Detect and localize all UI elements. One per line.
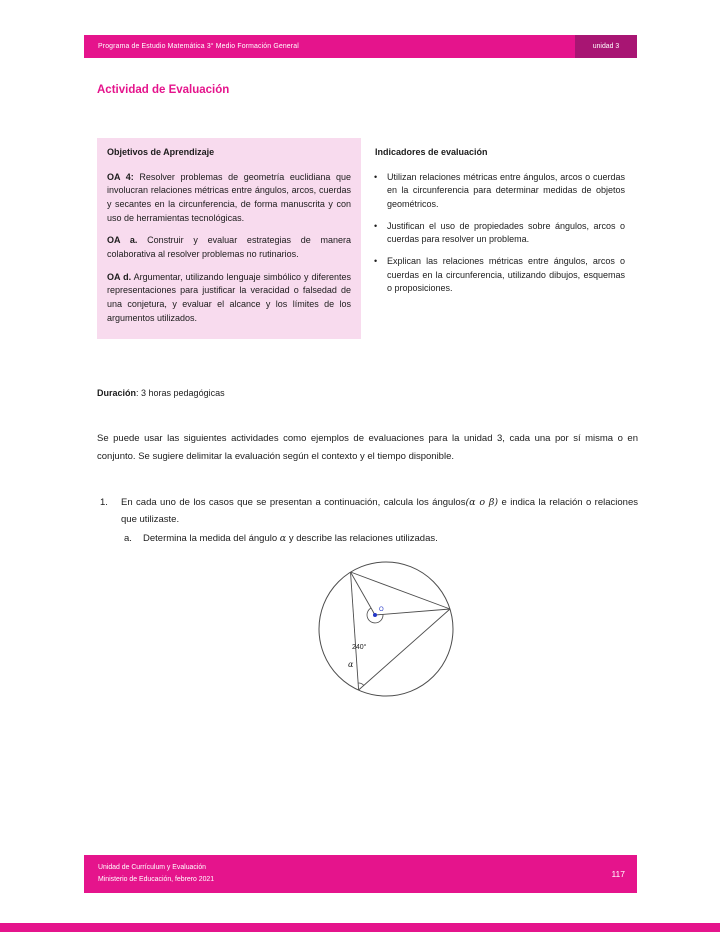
subitem-text-before: Determina la medida del ángulo	[143, 533, 280, 545]
objective-item	[107, 234, 351, 261]
page-title: Actividad de Evaluación	[97, 84, 230, 96]
indicators-list	[365, 165, 633, 310]
bullet-icon: •	[374, 256, 378, 267]
page-number: 117	[611, 869, 625, 879]
indicators-header: Indicadores de evaluación	[375, 147, 488, 157]
activity-text-after: e indica la relación o relaciones que utilizaste.	[121, 497, 638, 526]
indicators-column	[365, 138, 633, 339]
bullet-icon: •	[374, 220, 378, 231]
activity-item-text	[121, 494, 638, 528]
objectives-column	[97, 138, 365, 339]
duration-line	[97, 388, 225, 398]
indicator-item	[369, 220, 625, 247]
inscribed-angle-arc	[358, 683, 364, 685]
intro-paragraph: Se puede usar las siguientes actividades como ejemplos de evaluaciones para la unidad 3, cada una por sí misma o en conjunto. Se sugiere delimitar la evaluación según el contexto y el tiempo disponible.	[97, 433, 638, 462]
objective-item	[107, 171, 351, 226]
subitem-text-after: y describe las relaciones utilizadas.	[286, 533, 438, 545]
chord-bottom	[359, 609, 450, 690]
footer-bar	[84, 855, 637, 893]
list-number: 1.	[100, 497, 108, 508]
objectives-body	[97, 165, 361, 340]
activity-list	[97, 494, 638, 547]
indicator-text: Utilizan relaciones métricas entre ángulos, arcos o cuerdas en la circunferencia para determinar medidas de objetos geométricos.	[387, 171, 625, 210]
footer-line-2: Ministerio de Educación, febrero 2021	[98, 876, 215, 883]
objective-lead: OA d.	[107, 271, 132, 282]
header-program-title: Programa de Estudio Matemática 3° Medio Formación General	[98, 43, 299, 50]
chord-left	[351, 572, 359, 690]
objective-text: Resolver problemas de geometría euclidiana que involucran relaciones métricas entre ángulos, arcos, cuerdas y secantes en la circunferencia, de forma manuscrita y con uso de herramientas tecnológicas.	[107, 171, 351, 223]
radius-to-right-point	[375, 609, 450, 615]
circle-diagram	[296, 558, 486, 708]
bullet-icon: •	[374, 171, 378, 182]
sublist-letter: a.	[124, 533, 132, 545]
footer-text	[84, 862, 611, 886]
unit-badge: unidad 3	[575, 35, 637, 58]
inscribed-angle-label: α	[348, 660, 354, 669]
chord-top	[351, 572, 451, 609]
center-point-dot	[373, 613, 377, 617]
objectives-header: Objetivos de Aprendizaje	[107, 147, 215, 157]
evaluation-table	[97, 138, 633, 339]
alpha-symbol: α	[279, 533, 287, 545]
indicator-item	[369, 171, 625, 212]
activity-item-1	[97, 494, 638, 528]
objective-text: Argumentar, utilizando lenguaje simbólico y diferentes representaciones para justificar la veracidad o falsedad de una conjetura, y evaluar el alcance y los límites de los argumentos utilizados.	[107, 271, 351, 323]
footer-line-1: Unidad de Currículum y Evaluación	[98, 863, 207, 871]
central-angle-label: 240°	[352, 644, 367, 651]
objective-lead: OA 4:	[107, 171, 134, 182]
header-bar	[84, 35, 637, 58]
bottom-edge-strip	[0, 923, 720, 932]
subitem-text	[143, 530, 638, 547]
activity-text-before: En cada uno de los casos que se presentan a continuación, calcula los ángulos	[121, 497, 466, 508]
center-point-label: O	[379, 607, 384, 613]
objective-text: Construir y evaluar estrategias de manera colaborativa al resolver problemas no rutinarios.	[107, 235, 351, 260]
duration-value: : 3 horas pedagógicas	[136, 388, 225, 398]
activity-subitem-a	[124, 530, 638, 547]
indicator-text: Explican las relaciones métricas entre ángulos, arcos o cuerdas en la circunferencia, utilizando dibujos, esquemas o proposiciones.	[387, 256, 625, 294]
duration-label: Duración	[97, 388, 137, 398]
indicator-item	[369, 255, 625, 296]
objective-lead: OA a.	[107, 235, 138, 246]
objective-item	[107, 271, 351, 326]
math-expression: (α o β)	[465, 497, 499, 508]
circle-outline	[319, 562, 453, 696]
indicator-text: Justifican el uso de propiedades sobre ángulos, arcos o cuerdas para resolver un problema.	[387, 220, 625, 245]
radius-to-top-point	[351, 572, 376, 615]
